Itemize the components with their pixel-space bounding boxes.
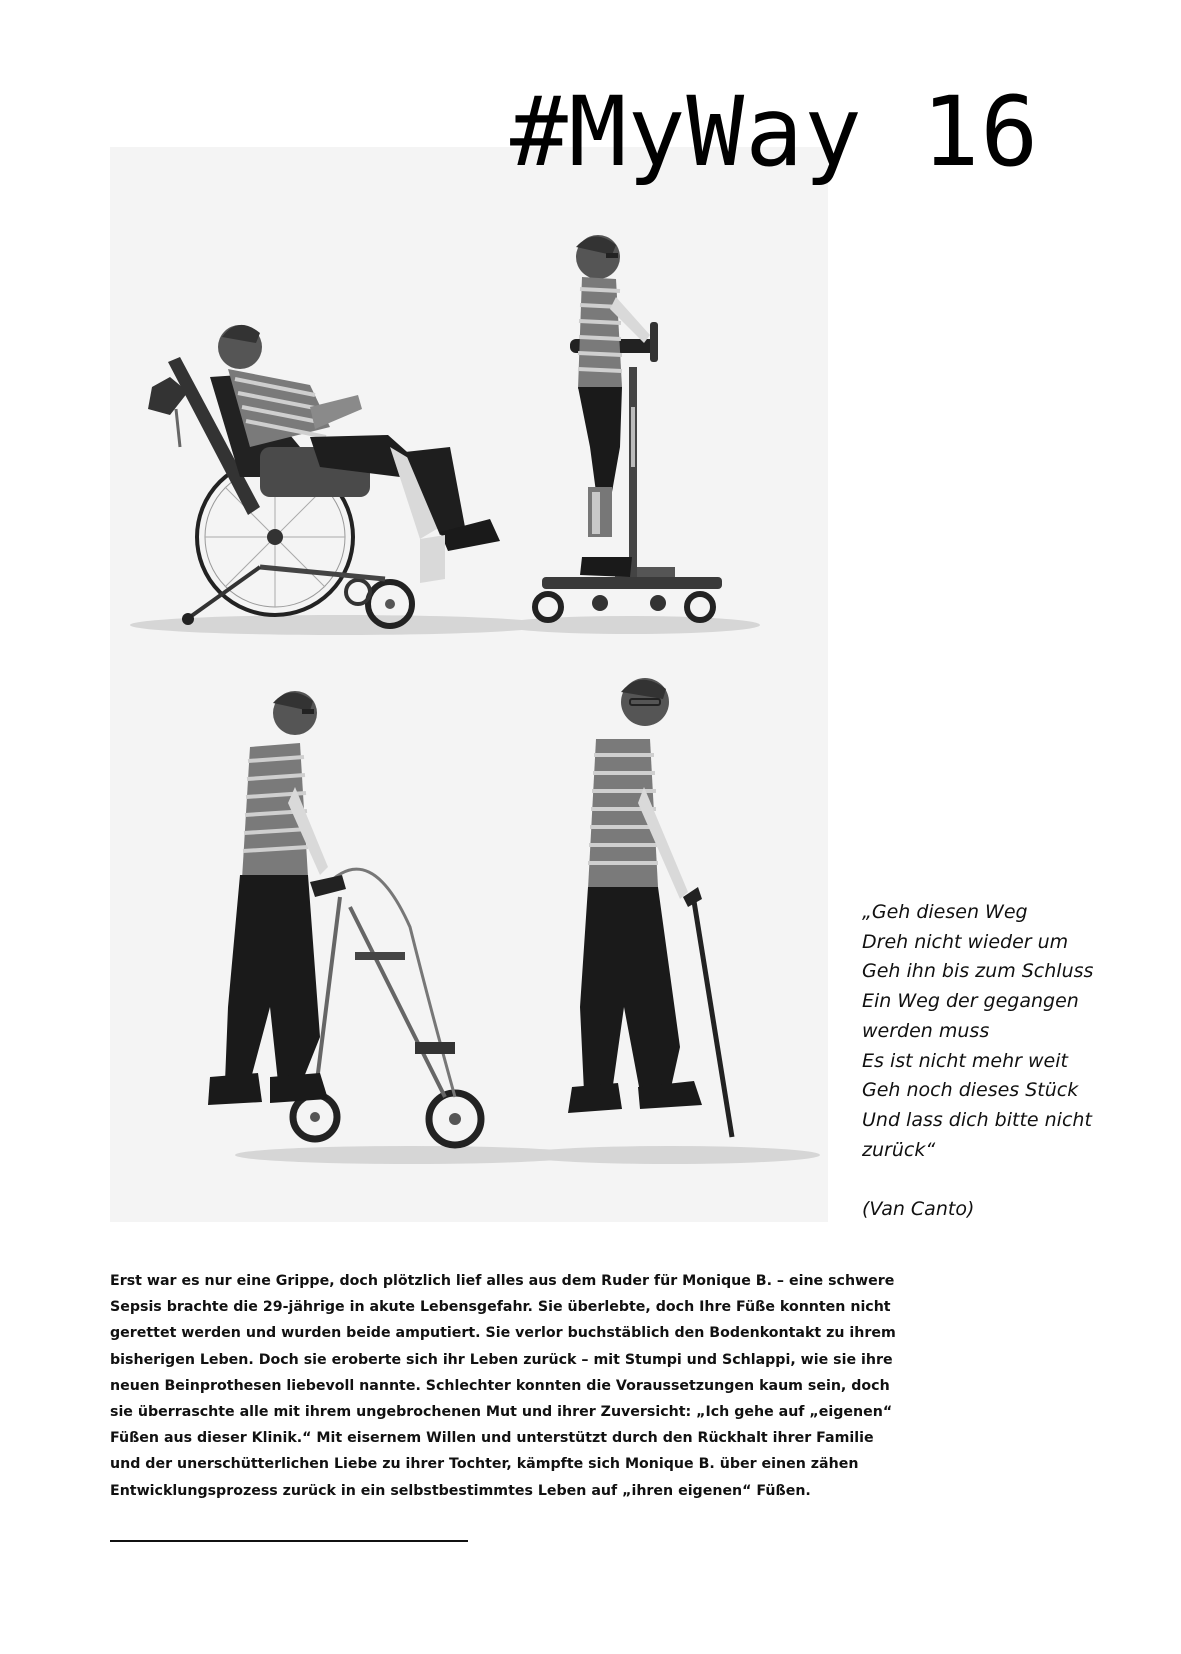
article-line: sie überraschte alle mit ihrem ungebrochenen Mut und ihrer Zuversicht: „Ich gehe auf „eigenen“: [110, 1404, 893, 1421]
article-paragraph: [110, 1268, 896, 1504]
footer-rule: [110, 1540, 468, 1542]
page-title: #MyWay 16: [510, 76, 1040, 188]
photo-rollator: [208, 691, 585, 1164]
quote-line: Geh ihn bis zum Schluss: [862, 960, 1094, 983]
quote-line: Dreh nicht wieder um: [862, 930, 1069, 953]
quote-line: Ein Weg der gegangen: [862, 990, 1079, 1013]
photo-collage: [110, 147, 828, 1222]
photo-panel: [110, 147, 828, 1222]
quote-line: werden muss: [862, 1019, 990, 1042]
quote-line: zurück“: [862, 1138, 936, 1161]
article-line: gerettet werden und wurden beide amputiert. Sie verlor buchstäblich den Bodenkontakt zu ihrem: [110, 1325, 896, 1342]
quote-line: Es ist nicht mehr weit: [862, 1049, 1068, 1072]
photo-stander: [500, 235, 760, 634]
photo-wheelchair: [130, 325, 550, 635]
article-line: bisherigen Leben. Doch sie eroberte sich ihr Leben zurück – mit Stumpi und Schlappi, wie sie ihre: [110, 1351, 893, 1368]
article-line: Füßen aus dieser Klinik.“ Mit eisernem Willen und unterstützt durch den Rückhalt ihrer Familie: [110, 1430, 874, 1447]
quote-line: „Geh diesen Weg: [862, 901, 1028, 923]
quote-line: Und lass dich bitte nicht: [862, 1108, 1092, 1131]
quote-line: Geh noch dieses Stück: [862, 1079, 1079, 1102]
article-line: neuen Beinprothesen liebevoll nannte. Schlechter konnten die Voraussetzungen kaum sein, doch: [110, 1377, 890, 1394]
article-line: Erst war es nur eine Grippe, doch plötzlich lief alles aus dem Ruder für Monique B. – eine schwere: [110, 1273, 895, 1289]
quote-source: (Van Canto): [862, 1198, 975, 1221]
article-line: Entwicklungsprozess zurück in ein selbstbestimmtes Leben auf „ihren eigenen“ Füßen.: [110, 1482, 811, 1499]
photo-walking-cane: [520, 678, 820, 1164]
article-line: Sepsis brachte die 29-jährige in akute Lebensgefahr. Sie überlebte, doch Ihre Füße konnten nicht: [110, 1299, 891, 1316]
article-line: und der unerschütterlichen Liebe zu ihrer Tochter, kämpfte sich Monique B. über einen zähen: [110, 1456, 859, 1473]
song-quote: [862, 898, 1162, 1225]
